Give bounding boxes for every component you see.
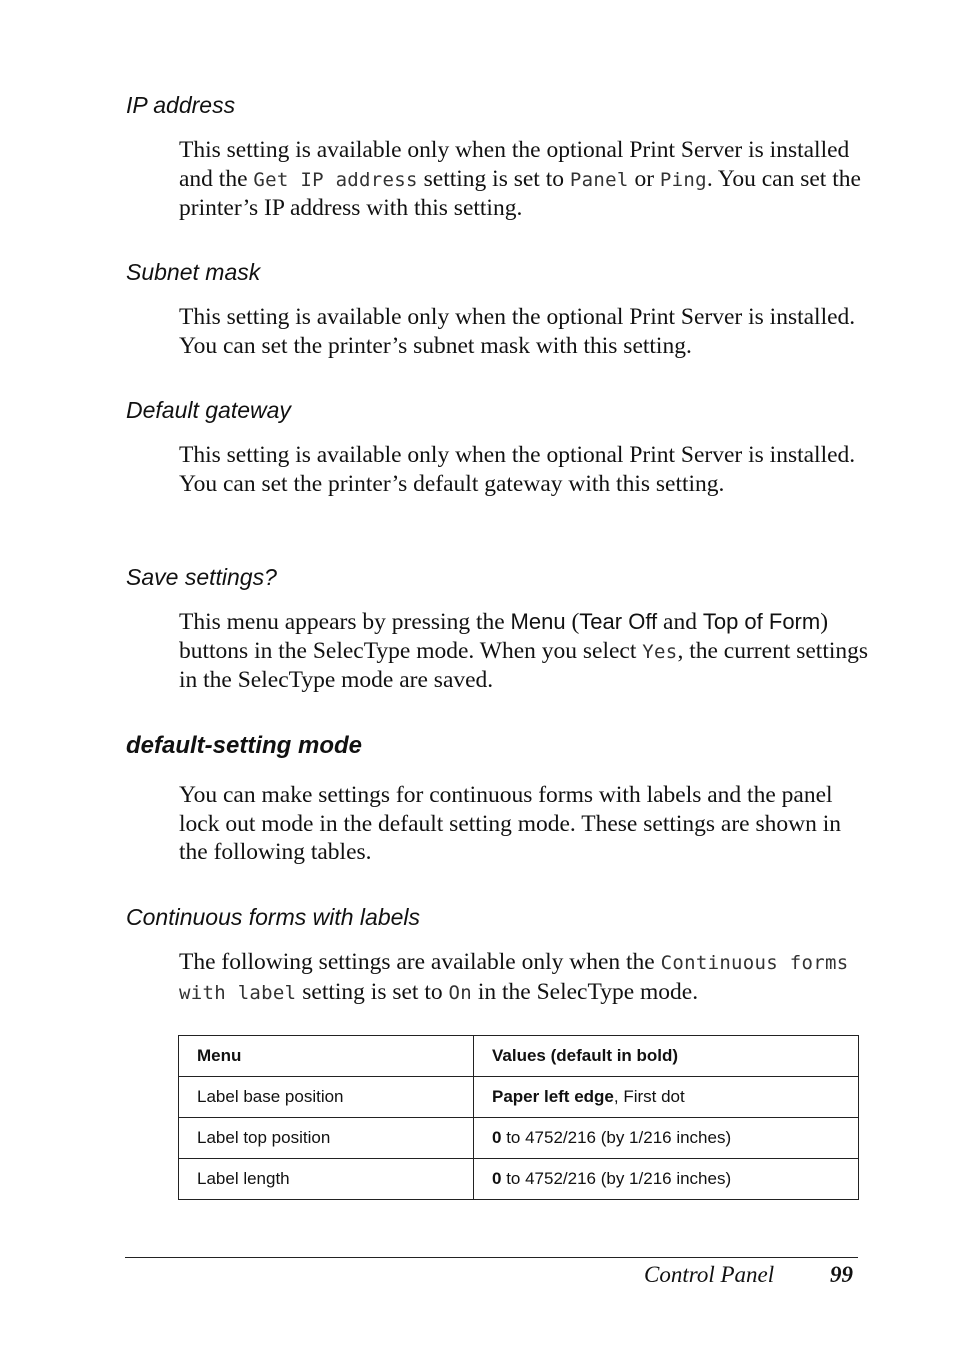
button-name-tear-off: Tear Off bbox=[579, 609, 658, 634]
text: in the SelecType mode. bbox=[471, 978, 699, 1005]
paragraph-ip-address bbox=[179, 136, 869, 223]
button-name-top-of-form: Top of Form bbox=[702, 609, 821, 634]
code-continuous-forms-with-label: Continuous forms with label bbox=[179, 952, 849, 1004]
cell-values bbox=[474, 1077, 859, 1118]
text: setting is set to bbox=[296, 978, 449, 1005]
cell-menu: Label length bbox=[179, 1159, 474, 1200]
code-yes: Yes bbox=[642, 640, 678, 663]
paragraph-default-gateway: This setting is available only when the optional Print Server is installed. You can set the printer’s default gateway with this setting. bbox=[179, 442, 856, 497]
text: . You can set the printer’s IP address with this setting. bbox=[179, 165, 861, 221]
code-on: On bbox=[448, 981, 472, 1004]
paragraph-save-settings bbox=[179, 608, 869, 695]
table-row bbox=[179, 1077, 859, 1118]
text: The following settings are available only when the bbox=[179, 949, 661, 975]
cell-menu: Label base position bbox=[179, 1077, 474, 1118]
paragraph-subnet-mask: This setting is available only when the optional Print Server is installed. You can set the printer’s subnet mask with this setting. bbox=[179, 304, 856, 359]
cell-values bbox=[474, 1118, 859, 1159]
text: This setting is available only when the optional Print Server is installed and the bbox=[179, 137, 850, 192]
text: This menu appears by pressing the bbox=[179, 609, 511, 635]
table-row bbox=[179, 1159, 859, 1200]
header-values: Values (default in bold) bbox=[474, 1036, 859, 1077]
heading-default-setting-mode: default-setting mode bbox=[126, 732, 363, 759]
heading-subnet-mask: Subnet mask bbox=[126, 259, 261, 285]
text: or bbox=[628, 165, 660, 192]
text: setting is set to bbox=[417, 165, 570, 192]
button-name-menu: Menu bbox=[510, 609, 566, 634]
heading-save-settings: Save settings? bbox=[126, 564, 277, 590]
value-range: , First dot bbox=[613, 1087, 685, 1106]
text: , the current settings in the SelecType mode are saved. bbox=[179, 637, 869, 693]
page-number: 99 bbox=[830, 1262, 853, 1287]
text: ( bbox=[565, 609, 580, 635]
default-value: Paper left edge bbox=[492, 1087, 614, 1106]
settings-table bbox=[178, 1035, 859, 1200]
default-value: 0 bbox=[492, 1169, 502, 1188]
default-value: 0 bbox=[492, 1128, 502, 1147]
header-menu: Menu bbox=[179, 1036, 474, 1077]
cell-menu: Label top position bbox=[179, 1118, 474, 1159]
code-get-ip-address: Get IP address bbox=[253, 168, 418, 191]
text: and bbox=[657, 609, 703, 635]
table-row bbox=[179, 1118, 859, 1159]
code-ping: Ping bbox=[659, 168, 707, 191]
value-range: to 4752/216 (by 1/216 inches) bbox=[501, 1128, 732, 1147]
table-header-row bbox=[179, 1036, 859, 1077]
footer-chapter-title: Control Panel bbox=[644, 1262, 775, 1287]
paragraph-default-setting-mode: You can make settings for continuous forms with labels and the panel lock out mode in the default setting mode. These settings are shown in the following tables. bbox=[179, 782, 842, 865]
heading-ip-address: IP address bbox=[126, 92, 236, 118]
heading-default-gateway: Default gateway bbox=[126, 397, 291, 423]
footer-divider bbox=[125, 1257, 858, 1258]
paragraph-continuous-forms bbox=[179, 948, 869, 1007]
heading-continuous-forms: Continuous forms with labels bbox=[126, 904, 421, 930]
value-range: to 4752/216 (by 1/216 inches) bbox=[501, 1169, 732, 1188]
cell-values bbox=[474, 1159, 859, 1200]
text: ) buttons in the SelecType mode. When you select bbox=[179, 609, 829, 664]
code-panel: Panel bbox=[569, 168, 629, 191]
